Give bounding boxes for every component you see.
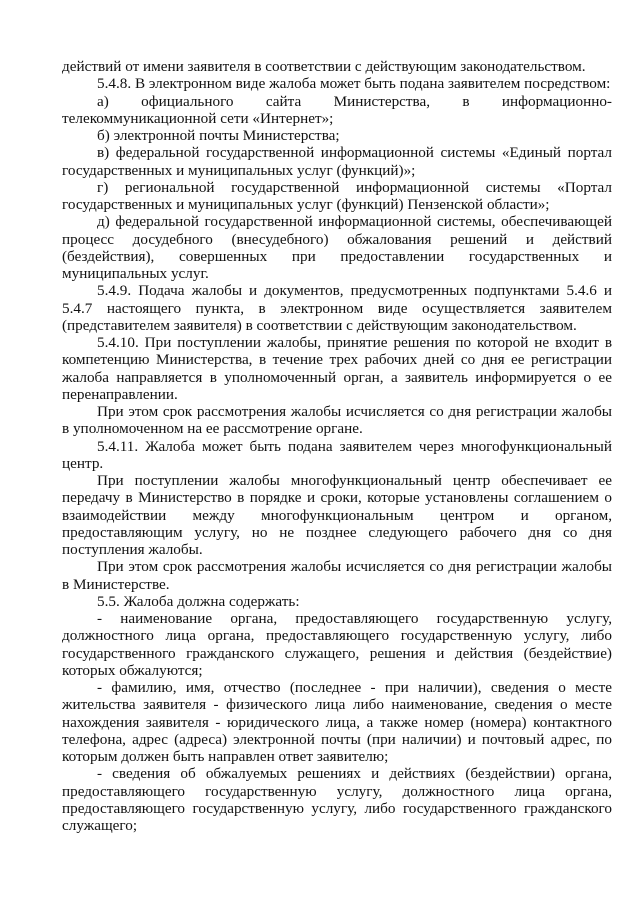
paragraph-mfc-transfer: При поступлении жалобы многофункциональный центр обеспечивает ее передачу в Министерство в порядке и сроки, которые установлены соглашением о взаимодействии между многофункциональным центром и органом, предоставляющим услугу, но не позднее следующего рабочего дня со дня поступления жалобы. — [62, 472, 612, 558]
list-item-g: г) региональной государственной информационной системы «Портал государственных и муниципальных услуг (функций) Пензенской области»; — [62, 178, 612, 213]
list-item-a: а) официального сайта Министерства, в информационно-телекоммуникационной сети «Интернет»; — [62, 92, 612, 127]
paragraph-term-ministry: При этом срок рассмотрения жалобы исчисляется со дня регистрации жалобы в Министерстве. — [62, 558, 612, 593]
list-item-v: в) федеральной государственной информационной системы «Единый портал государственных и муниципальных услуг (функций)»; — [62, 144, 612, 179]
paragraph-5-5: 5.5. Жалоба должна содержать: — [97, 592, 300, 610]
paragraph-5-4-10: 5.4.10. При поступлении жалобы, принятие решения по которой не входит в компетенцию Министерства, в течение трех рабочих дней со дня ее регистрации жалоба направляется в уполномоченный орган, а заявитель информируется о ее перенаправлении. — [62, 334, 612, 403]
paragraph-5-4-9: 5.4.9. Подача жалобы и документов, предусмотренных подпунктами 5.4.6 и 5.4.7 настоящего пункта, в электронном виде осуществляется заявителем (представителем заявителя) в соответствии с действующим законодательством. — [62, 282, 612, 334]
list-item-b: б) электронной почты Министерства; — [97, 127, 340, 144]
list-item-d: д) федеральной государственной информационной системы, обеспечивающей процесс досудебного (внесудебного) обжалования решений и действий (бездействия), совершенных при предоставлении государственных и муниципальных услуг. — [62, 213, 612, 282]
list-item-appealed-decisions: - сведения об обжалуемых решениях и действиях (бездействии) органа, предоставляющего государственную услугу, должностного лица органа, предоставляющего государственную услугу, либо государственного гражданского служащего; — [62, 765, 612, 834]
paragraph-continuation: действий от имени заявителя в соответствии с действующим законодательством. — [62, 58, 586, 75]
paragraph-5-4-11: 5.4.11. Жалоба может быть подана заявителем через многофункциональный центр. — [62, 437, 612, 472]
document-page — [62, 58, 612, 834]
paragraph-term-authorized-body: При этом срок рассмотрения жалобы исчисляется со дня регистрации жалобы в уполномоченном на ее рассмотрение органе. — [62, 403, 612, 438]
list-item-body-name: - наименование органа, предоставляющего государственную услугу, должностного лица органа, предоставляющего государственную услугу, либо государственного гражданского служащего, решения и действия (бездействие) которых обжалуются; — [62, 610, 612, 679]
list-item-applicant-info: - фамилию, имя, отчество (последнее - при наличии), сведения о месте жительства заявителя - физического лица либо наименование, сведения о месте нахождения заявителя - юридического лица, а также номер (номера) контактного телефона, адрес (адреса) электронной почты (при наличии) и почтовый адрес, по которым должен быть направлен ответ заявителю; — [62, 679, 612, 765]
paragraph-5-4-8: 5.4.8. В электронном виде жалоба может быть подана заявителем посредством: — [97, 75, 611, 93]
